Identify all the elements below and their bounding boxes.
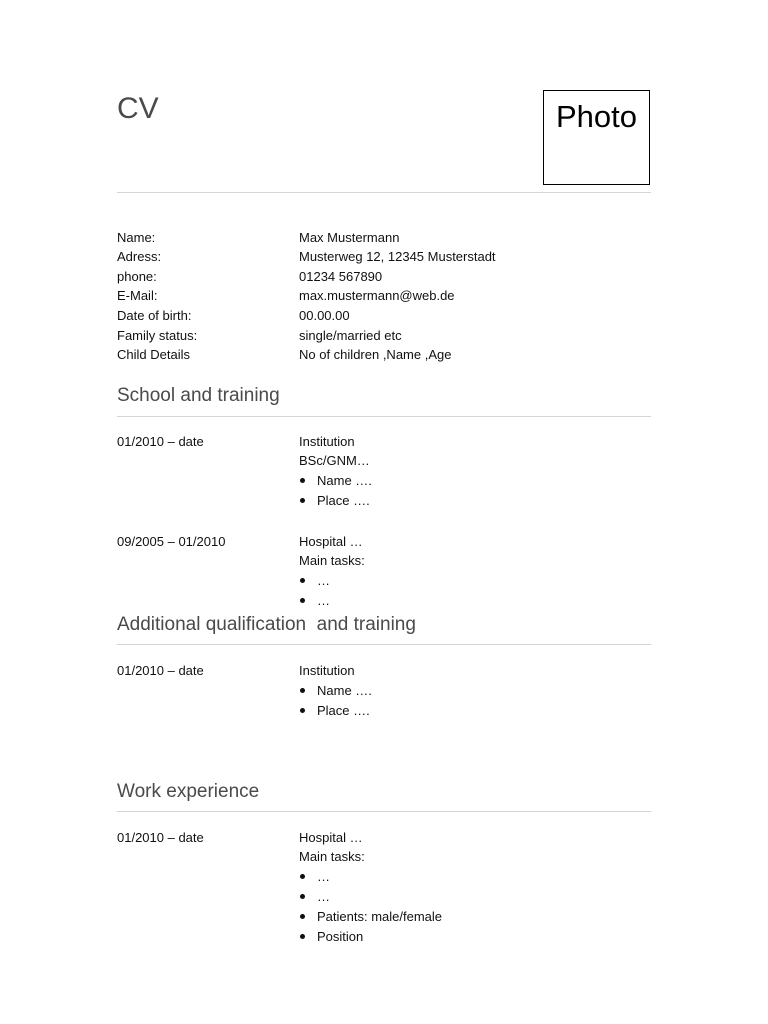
list-item: [299, 491, 639, 511]
entry-body: [299, 532, 639, 611]
list-item-text: …: [317, 869, 330, 884]
entry-body: [299, 828, 639, 947]
list-item: [299, 591, 639, 611]
entry-line: Main tasks:: [299, 553, 365, 568]
section-title-work: Work experience: [117, 781, 260, 802]
entry-body: [299, 432, 639, 511]
entry-line: Institution: [299, 434, 355, 449]
section-divider: [117, 644, 651, 645]
entry-bullets: [299, 867, 639, 947]
personal-row-children: [117, 345, 651, 364]
entry-date: 01/2010 – date: [117, 663, 204, 678]
list-item-text: Position: [317, 929, 364, 944]
list-item-text: …: [317, 573, 330, 588]
page-title: CV: [117, 92, 159, 125]
bullet-icon: [300, 478, 305, 483]
field-value: single/married etc: [299, 328, 402, 343]
section-divider: [117, 811, 651, 812]
field-value: 01234 567890: [299, 269, 383, 284]
list-item: [299, 907, 639, 927]
field-label: E-Mail:: [117, 288, 158, 303]
header-divider: [117, 192, 651, 193]
list-item-text: Name ….: [317, 683, 372, 698]
field-value: Max Mustermann: [299, 230, 400, 245]
field-value: Musterweg 12, 12345 Musterstadt: [299, 249, 496, 264]
field-value: No of children ,Name ,Age: [299, 347, 452, 362]
section-title-school: School and training: [117, 385, 280, 406]
list-item-text: Patients: male/female: [317, 909, 443, 924]
list-item: [299, 701, 639, 721]
bullet-icon: [300, 934, 305, 939]
personal-row-name: [117, 228, 651, 247]
bullet-icon: [300, 874, 305, 879]
entry-line: Institution: [299, 663, 355, 678]
personal-row-birth: [117, 306, 651, 325]
list-item-text: …: [317, 889, 330, 904]
entry-date: 09/2005 – 01/2010: [117, 534, 226, 549]
list-item-text: Place ….: [317, 493, 370, 508]
photo-label: Photo: [555, 99, 637, 134]
bullet-icon: [300, 598, 305, 603]
photo-placeholder: [543, 90, 650, 185]
personal-row-phone: [117, 267, 651, 286]
list-item: [299, 927, 639, 947]
bullet-icon: [300, 498, 305, 503]
list-item-text: Place ….: [317, 703, 370, 718]
entry-bullets: [299, 571, 639, 611]
bullet-icon: [300, 894, 305, 899]
personal-row-family: [117, 326, 651, 345]
bullet-icon: [300, 688, 305, 693]
field-value: max.mustermann@web.de: [299, 288, 455, 303]
field-value: 00.00.00: [299, 308, 350, 323]
entry-bullets: [299, 681, 639, 721]
entry-bullets: [299, 471, 639, 511]
field-label: Child Details: [117, 347, 190, 362]
personal-row-email: [117, 286, 651, 305]
bullet-icon: [300, 708, 305, 713]
entry-line: Main tasks:: [299, 849, 365, 864]
section-divider: [117, 416, 651, 417]
entry-line: BSc/GNM…: [299, 453, 370, 468]
section-title-additional: Additional qualification and training: [117, 614, 416, 635]
list-item: [299, 471, 639, 491]
field-label: Name:: [117, 230, 156, 245]
bullet-icon: [300, 578, 305, 583]
list-item: [299, 867, 639, 887]
field-label: phone:: [117, 269, 157, 284]
entry-line: Hospital …: [299, 830, 363, 845]
personal-row-address: [117, 247, 651, 266]
list-item: [299, 681, 639, 701]
list-item-text: …: [317, 593, 330, 608]
entry-date: 01/2010 – date: [117, 434, 204, 449]
field-label: Family status:: [117, 328, 198, 343]
entry-date: 01/2010 – date: [117, 830, 204, 845]
field-label: Date of birth:: [117, 308, 192, 323]
list-item: [299, 887, 639, 907]
entry-line: Hospital …: [299, 534, 363, 549]
list-item-text: Name ….: [317, 473, 372, 488]
list-item: [299, 571, 639, 591]
field-label: Adress:: [117, 249, 162, 264]
bullet-icon: [300, 914, 305, 919]
entry-body: [299, 661, 639, 721]
